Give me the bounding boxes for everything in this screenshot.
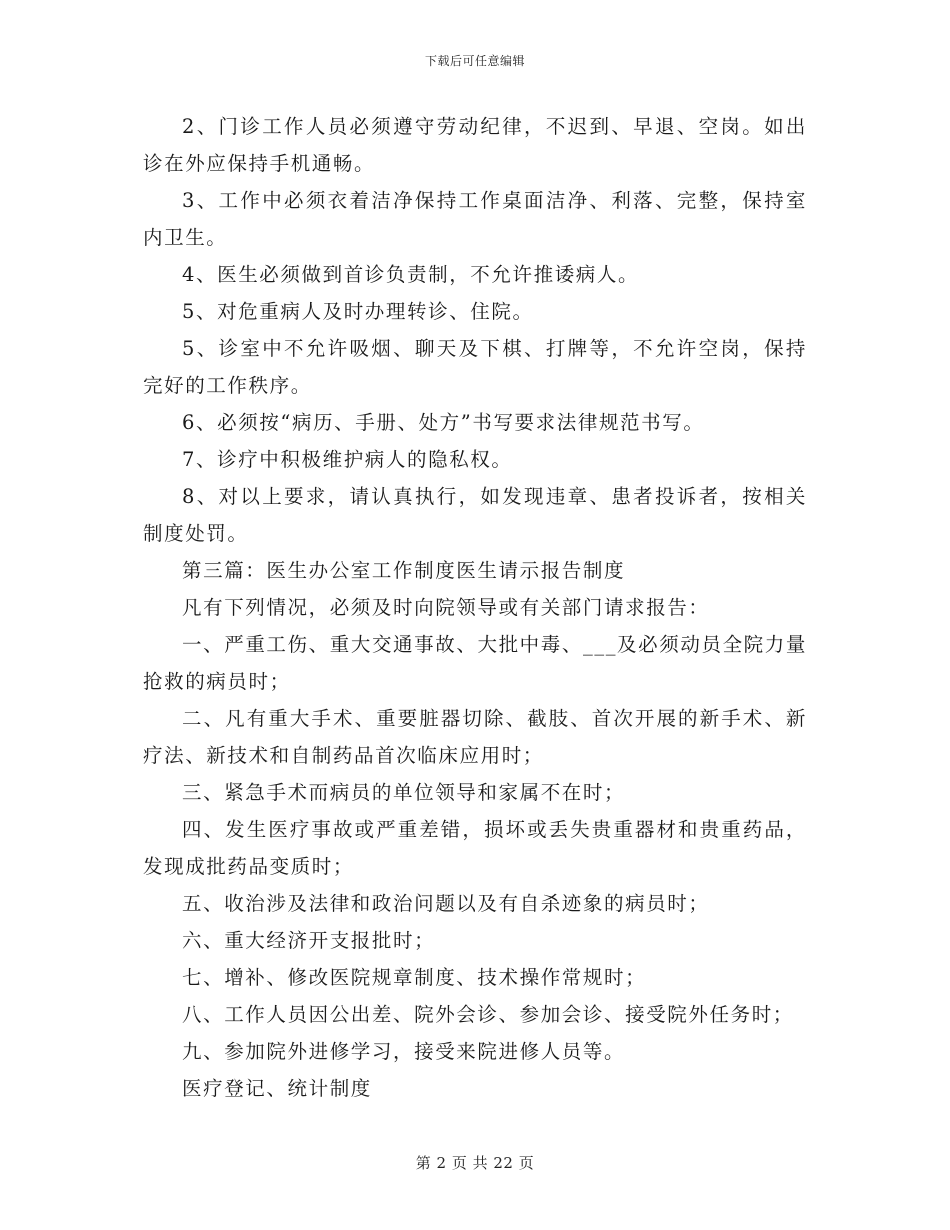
paragraph: 3、工作中必须衣着洁净保持工作桌面洁净、利落、完整，保持室内卫生。 bbox=[143, 189, 807, 249]
page-header: 下载后可任意编辑 bbox=[424, 54, 525, 68]
list-item: 六、重大经济开支报批时； bbox=[182, 929, 436, 952]
section-heading: 第三篇：医生办公室工作制度医生请示报告制度 bbox=[182, 559, 626, 582]
list-item: 一、严重工伤、重大交通事故、大批中毒、___及必须动员全院力量抢救的病员时； bbox=[143, 633, 807, 693]
list-item: 四、发生医疗事故或严重差错，损坏或丢失贵重器材和贵重药品，发现成批药品变质时； bbox=[143, 818, 807, 878]
paragraph: 4、医生必须做到首诊负责制，不允许推诿病人。 bbox=[182, 263, 640, 286]
list-item: 八、工作人员因公出差、院外会诊、参加会诊、接受院外任务时； bbox=[182, 1003, 794, 1026]
list-item: 二、凡有重大手术、重要脏器切除、截肢、首次开展的新手术、新疗法、新技术和自制药品首次临床应用时； bbox=[143, 707, 807, 767]
paragraph: 凡有下列情况，必须及时向院领导或有关部门请求报告： bbox=[182, 596, 710, 619]
list-item: 五、收治涉及法律和政治问题以及有自杀迹象的病员时； bbox=[182, 892, 710, 915]
paragraph: 6、必须按“病历、手册、处方”书写要求法律规范书写。 bbox=[182, 411, 705, 434]
paragraph: 8、对以上要求，请认真执行，如发现违章、患者投诉者，按相关制度处罚。 bbox=[143, 485, 807, 545]
paragraph: 5、诊室中不允许吸烟、聊天及下棋、打牌等，不允许空岗，保持完好的工作秩序。 bbox=[143, 337, 807, 397]
list-item: 九、参加院外进修学习，接受来院进修人员等。 bbox=[182, 1040, 626, 1063]
paragraph: 2、门诊工作人员必须遵守劳动纪律，不迟到、早退、空岗。如出诊在外应保持手机通畅。 bbox=[143, 115, 807, 175]
page-footer: 第 2 页 共 22 页 bbox=[415, 1154, 535, 1172]
document-body bbox=[143, 108, 807, 1107]
paragraph: 7、诊疗中积极维护病人的隐私权。 bbox=[182, 448, 513, 471]
section-heading: 医疗登记、统计制度 bbox=[182, 1077, 372, 1100]
paragraph: 5、对危重病人及时办理转诊、住院。 bbox=[182, 300, 534, 323]
list-item: 七、增补、修改医院规章制度、技术操作常规时； bbox=[182, 966, 647, 989]
list-item: 三、紧急手术而病员的单位领导和家属不在时； bbox=[182, 781, 626, 804]
